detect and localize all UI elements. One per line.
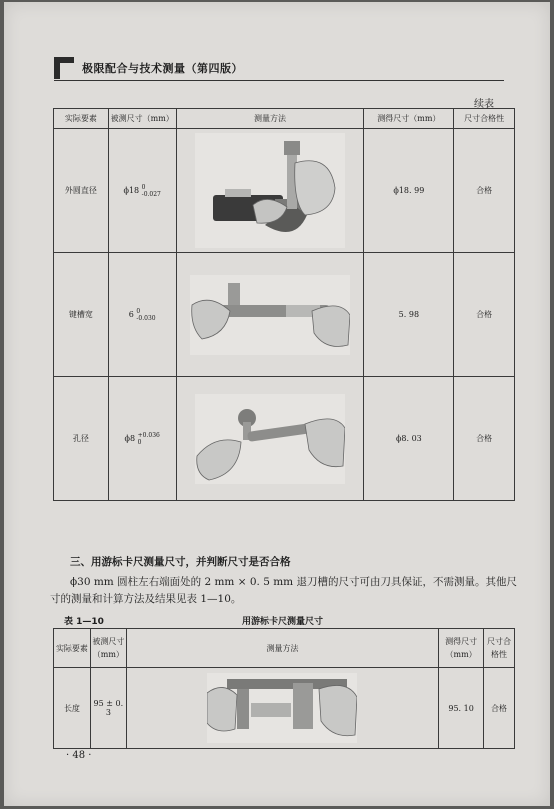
header-corner-mark xyxy=(54,57,74,79)
continued-label: 续表 xyxy=(474,99,494,110)
tolerance-lower: 0 xyxy=(137,438,142,446)
header-size: 被测尺寸（mm） xyxy=(90,629,126,668)
cell-size xyxy=(108,129,176,253)
cell-size xyxy=(108,377,176,501)
header-method: 测量方法 xyxy=(176,109,364,129)
tolerance-upper: +0.036 xyxy=(137,431,160,439)
cell-result: 合格 xyxy=(484,668,515,749)
table-row xyxy=(54,129,515,253)
cell-result: 合格 xyxy=(454,129,515,253)
section-heading: 三、用游标卡尺测量尺寸，并判断尺寸是否合格 xyxy=(70,556,291,568)
cell-size: 95 ± 0. 3 xyxy=(90,668,126,749)
body-paragraph: ϕ30 mm 圆柱左右端面处的 2 mm × 0. 5 mm 退刀槽的尺寸可由刀具保证，不需测量。其他尺寸的测量和计算方法及结果见表 1—10。 xyxy=(50,576,517,605)
header-measured: 测得尺寸（mm） xyxy=(439,629,484,668)
table-caption: 用游标卡尺测量尺寸 xyxy=(242,617,324,627)
size-nominal: ϕ8 xyxy=(124,433,136,443)
cell-feature: 外圆直径 xyxy=(54,129,109,253)
cell-method-photo xyxy=(126,668,438,749)
cell-result: 合格 xyxy=(454,377,515,501)
table-row xyxy=(54,668,515,749)
header-size: 被测尺寸（mm） xyxy=(108,109,176,129)
cell-method-photo xyxy=(176,129,364,253)
cell-feature: 孔径 xyxy=(54,377,109,501)
table-number: 表 1—10 xyxy=(64,617,104,627)
header-measured: 测得尺寸（mm） xyxy=(364,109,454,129)
running-header-title: 极限配合与技术测量（第四版） xyxy=(82,62,243,75)
tolerance-lower: -0.027 xyxy=(141,190,161,198)
vernier-caliper-table xyxy=(53,628,515,749)
table-row xyxy=(54,253,515,377)
tolerance-lower: -0.030 xyxy=(136,314,156,322)
cell-feature: 长度 xyxy=(54,668,91,749)
measurement-table-continued xyxy=(53,108,515,501)
tolerance-upper: 0 xyxy=(141,183,146,191)
size-nominal: 6 xyxy=(128,309,134,319)
cell-size xyxy=(108,253,176,377)
table-row xyxy=(54,377,515,501)
page-number: · 48 · xyxy=(66,750,92,761)
cell-measured: 5. 98 xyxy=(364,253,454,377)
cell-measured: ϕ18. 99 xyxy=(364,129,454,253)
micrometer-outer-diameter-photo xyxy=(195,133,345,248)
header-result: 尺寸合格性 xyxy=(484,629,515,668)
cell-measured: ϕ8. 03 xyxy=(364,377,454,501)
micrometer-keyway-photo xyxy=(190,275,350,355)
cell-method-photo xyxy=(176,253,364,377)
header-feature: 实际要素 xyxy=(54,109,109,129)
cell-method-photo xyxy=(176,377,364,501)
header-rule xyxy=(54,80,504,81)
cell-feature: 键槽宽 xyxy=(54,253,109,377)
size-nominal: ϕ18 xyxy=(123,185,140,195)
header-result: 尺寸合格性 xyxy=(454,109,515,129)
inside-micrometer-photo xyxy=(195,394,345,484)
tolerance-upper: 0 xyxy=(136,307,141,315)
cell-result: 合格 xyxy=(454,253,515,377)
book-page xyxy=(4,2,550,806)
header-method: 测量方法 xyxy=(126,629,438,668)
table-header-row xyxy=(54,109,515,129)
table-header-row xyxy=(54,629,515,668)
header-feature: 实际要素 xyxy=(54,629,91,668)
cell-measured: 95. 10 xyxy=(439,668,484,749)
vernier-caliper-photo xyxy=(207,673,357,743)
